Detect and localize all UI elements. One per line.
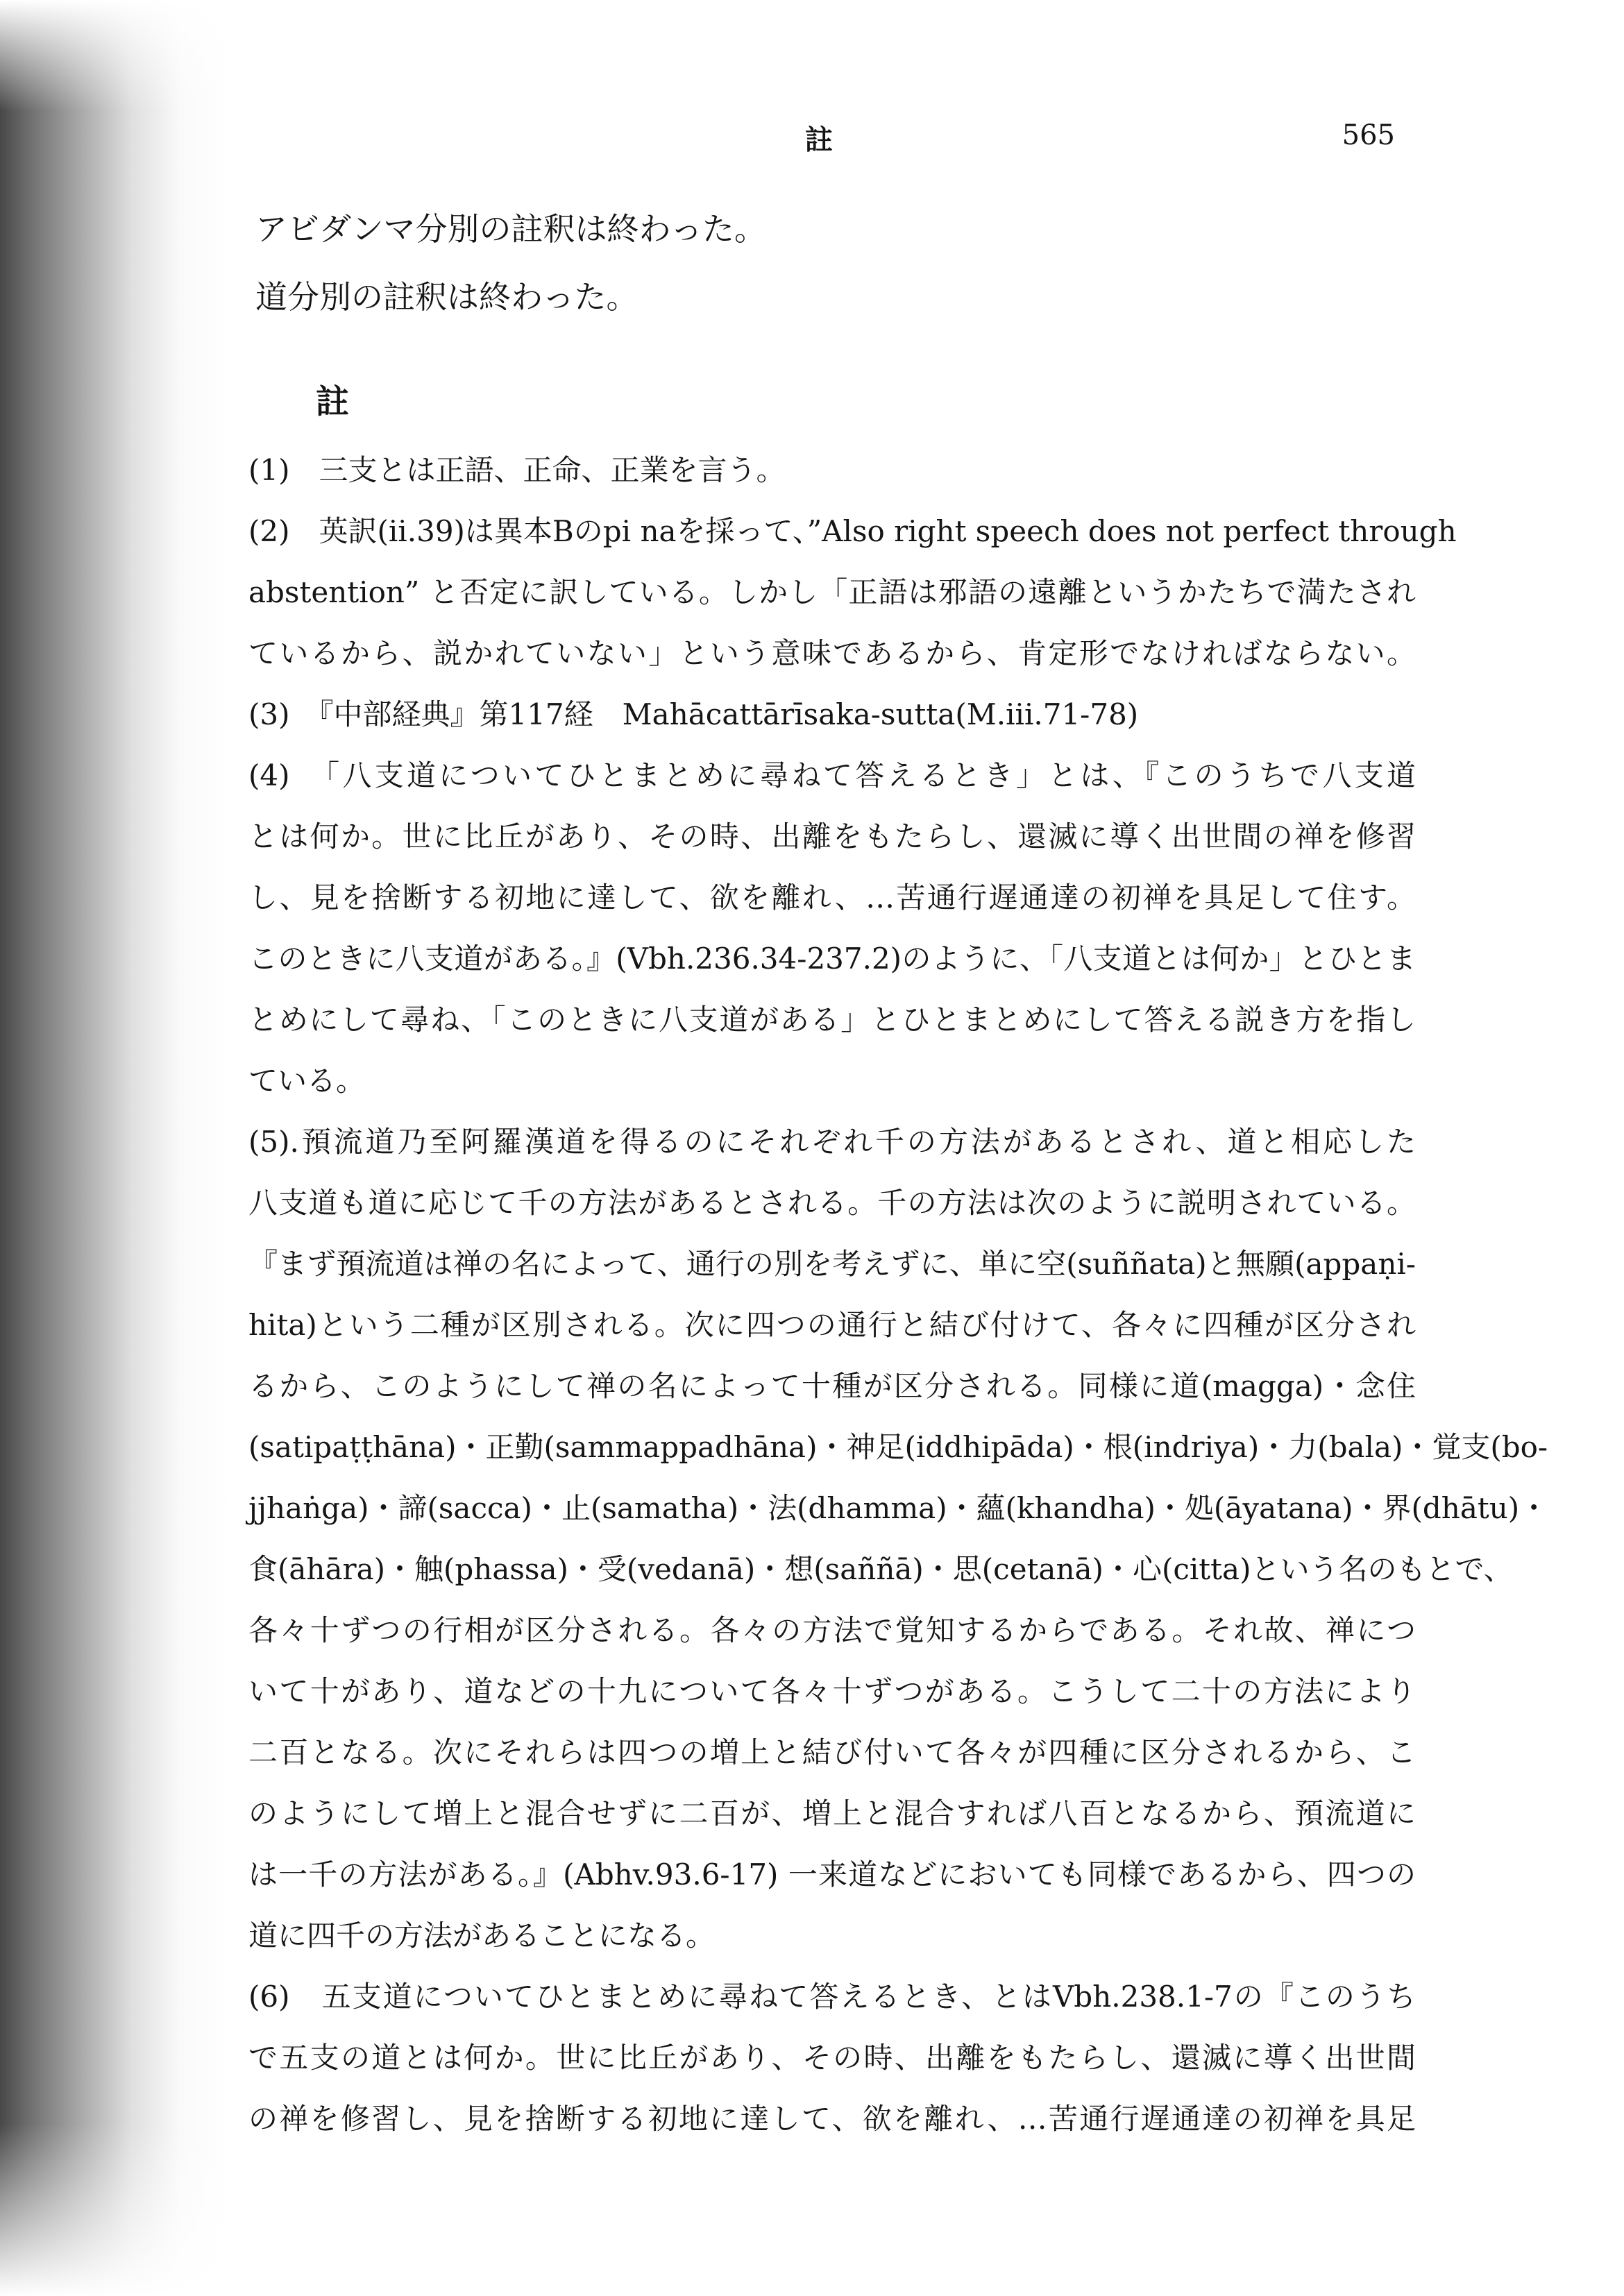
note-line: るから、このようにして禅の名によって十種が区分される。同様に道(magga)・念住	[248, 1369, 1416, 1403]
note-line: いて十があり、道などの十九について各々十ずつがある。こうして二十の方法により	[248, 1674, 1416, 1708]
note-line: (satipaṭṭhāna)・正勤(sammappadhāna)・神足(iddhipāda)・根(indriya)・力(bala)・覚支(bo-	[248, 1430, 1548, 1464]
note-line: (1) 三支とは正語、正命、正業を言う。	[248, 453, 786, 487]
note-line: とめにして尋ね、「このときに八支道がある」とひとまとめにして答える説き方を指し	[248, 1003, 1416, 1037]
note-line: は一千の方法がある。』(Abhv.93.6-17) 一来道などにおいても同様であるから、四つの	[248, 1857, 1416, 1891]
note-line: (4) 「八支道についてひとまとめに尋ねて答えるとき」とは、『このうちで八支道	[248, 758, 1416, 792]
note-line: (3) 『中部経典』第117経 Mahācattārīsaka-sutta(M.iii.71-78)	[248, 697, 1139, 731]
note-line: 食(āhāra)・触(phassa)・受(vedanā)・想(saññā)・思(cetanā)・心(citta)という名のもとで、	[248, 1552, 1513, 1586]
note-line: で五支の道とは何か。世に比丘があり、その時、出離をもたらし、還滅に導く出世間	[248, 2041, 1416, 2075]
note-line: 八支道も道に応じて千の方法があるとされる。千の方法は次のように説明されている。	[248, 1186, 1416, 1220]
note-line: ている。	[248, 1064, 366, 1098]
note-line: 二百となる。次にそれらは四つの増上と結び付いて各々が四種に区分されるから、こ	[248, 1735, 1416, 1769]
note-line: 道に四千の方法があることになる。	[248, 1919, 716, 1953]
note-line: hita)という二種が区別される。次に四つの通行と結び付けて、各々に四種が区分され	[248, 1308, 1416, 1342]
note-line: abstention” と否定に訳している。しかし「正語は邪語の遠離というかたちで満たされ	[248, 575, 1416, 609]
note-line: 『まず預流道は禅の名によって、通行の別を考えずに、単に空(suññata)と無願(appaṇi-	[248, 1247, 1416, 1281]
note-line: (6) 五支道についてひとまとめに尋ねて答えるとき、とはVbh.238.1-7の『このうち	[248, 1980, 1416, 2014]
closing-line: 道分別の註釈は終わった。	[255, 278, 638, 316]
book-spine-shadow	[0, 0, 229, 2296]
spine-fade-bottom	[0, 2123, 229, 2296]
note-line: 各々十ずつの行相が区分される。各々の方法で覚知するからである。それ故、禅につ	[248, 1613, 1416, 1647]
note-line: (2) 英訳(ii.39)は異本Bのpi naを採って、”Also right speech does not perfect through	[248, 514, 1457, 548]
running-head: 註	[805, 124, 833, 156]
note-line: このときに八支道がある。』(Vbh.236.34-237.2)のように、「八支道とは何か」とひとま	[248, 942, 1416, 976]
closing-line: アビダンマ分別の註釈は終わった。	[255, 210, 766, 248]
note-line: の禅を修習し、見を捨断する初地に達して、欲を離れ、…苦通行遅通達の初禅を具足	[248, 2102, 1416, 2136]
spine-fade-top	[0, 0, 229, 111]
note-line: とは何か。世に比丘があり、その時、出離をもたらし、還滅に導く出世間の禅を修習	[248, 819, 1416, 853]
page-number: 565	[1342, 119, 1395, 151]
note-line: (5).預流道乃至阿羅漢道を得るのにそれぞれ千の方法があるとされ、道と相応した	[248, 1125, 1416, 1159]
note-line: し、見を捨断する初地に達して、欲を離れ、…苦通行遅通達の初禅を具足して住す。	[248, 881, 1416, 915]
note-line: のようにして増上と混合せずに二百が、増上と混合すれば八百となるから、預流道に	[248, 1796, 1416, 1830]
note-line: ているから、説かれていない」という意味であるから、肯定形でなければならない。	[248, 636, 1416, 670]
note-line: jjhaṅga)・諦(sacca)・止(samatha)・法(dhamma)・蘊(khandha)・処(āyatana)・界(dhātu)・	[248, 1491, 1549, 1525]
notes-heading: 註	[316, 382, 350, 421]
